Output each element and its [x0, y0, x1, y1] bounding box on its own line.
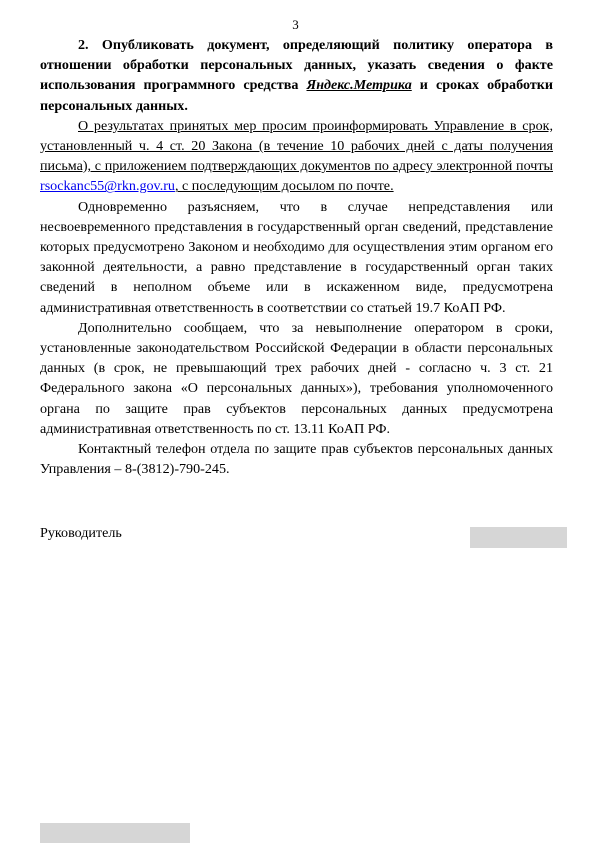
product-name: Яндекс.Метрика [306, 77, 412, 94]
report-request-paragraph [40, 116, 553, 197]
point-2-paragraph [40, 35, 553, 116]
redacted-signature-block [470, 527, 567, 548]
letter-body [40, 35, 553, 479]
additional-paragraph: Дополнительно сообщаем, что за невыполнение оператором в сроки, установленные законодательством Российской Федерации в области персональных данных (в срок, не превышающий трех рабочих дней - согласно ч. 3 ст. 21 Федерального закона «О персональных данных»), требования уполномоченного органа по защите прав субъектов персональных данных предусмотрена административная ответственность по ст. 13.11 КоАП РФ. [40, 319, 553, 437]
contact-paragraph: Контактный телефон отдела по защите прав субъектов персональных данных Управления – 8-(3812)-790-245. [40, 441, 553, 478]
signature-label: Руководитель [40, 525, 122, 541]
point-2-text-end: и сроках обработки персональных данных. [40, 77, 553, 114]
email-link[interactable]: rsockanc55@rkn.gov.ru [40, 178, 175, 195]
report-request-text-end: , с последующим досылом по почте. [174, 178, 394, 195]
page-number: 3 [292, 17, 299, 32]
report-request-text: О результатах принятых мер просим проинформировать Управление в срок, установленный ч. 4 ст. 20 Закона (в течение 10 рабочих дней с даты получения письма), с приложением подтверждающих документов по адресу электронной почты [40, 117, 553, 175]
liability-paragraph: Одновременно разъясняем, что в случае непредставления или несвоевременного представления в государственный орган сведений, представление которых предусмотрено Законом и необходимо для осуществления этим органом его законной деятельности, а равно представление в государственный орган таких сведений в неполном объеме или в искаженном виде, предусмотрена административная ответственность в соответствии со статьей 19.7 КоАП РФ. [40, 198, 553, 316]
redacted-footer-block [40, 823, 190, 843]
point-2-text: 2. Опубликовать документ, определяющий политику оператора в отношении обработки персональных данных, указать сведения о факте использования программного средства [40, 37, 553, 94]
